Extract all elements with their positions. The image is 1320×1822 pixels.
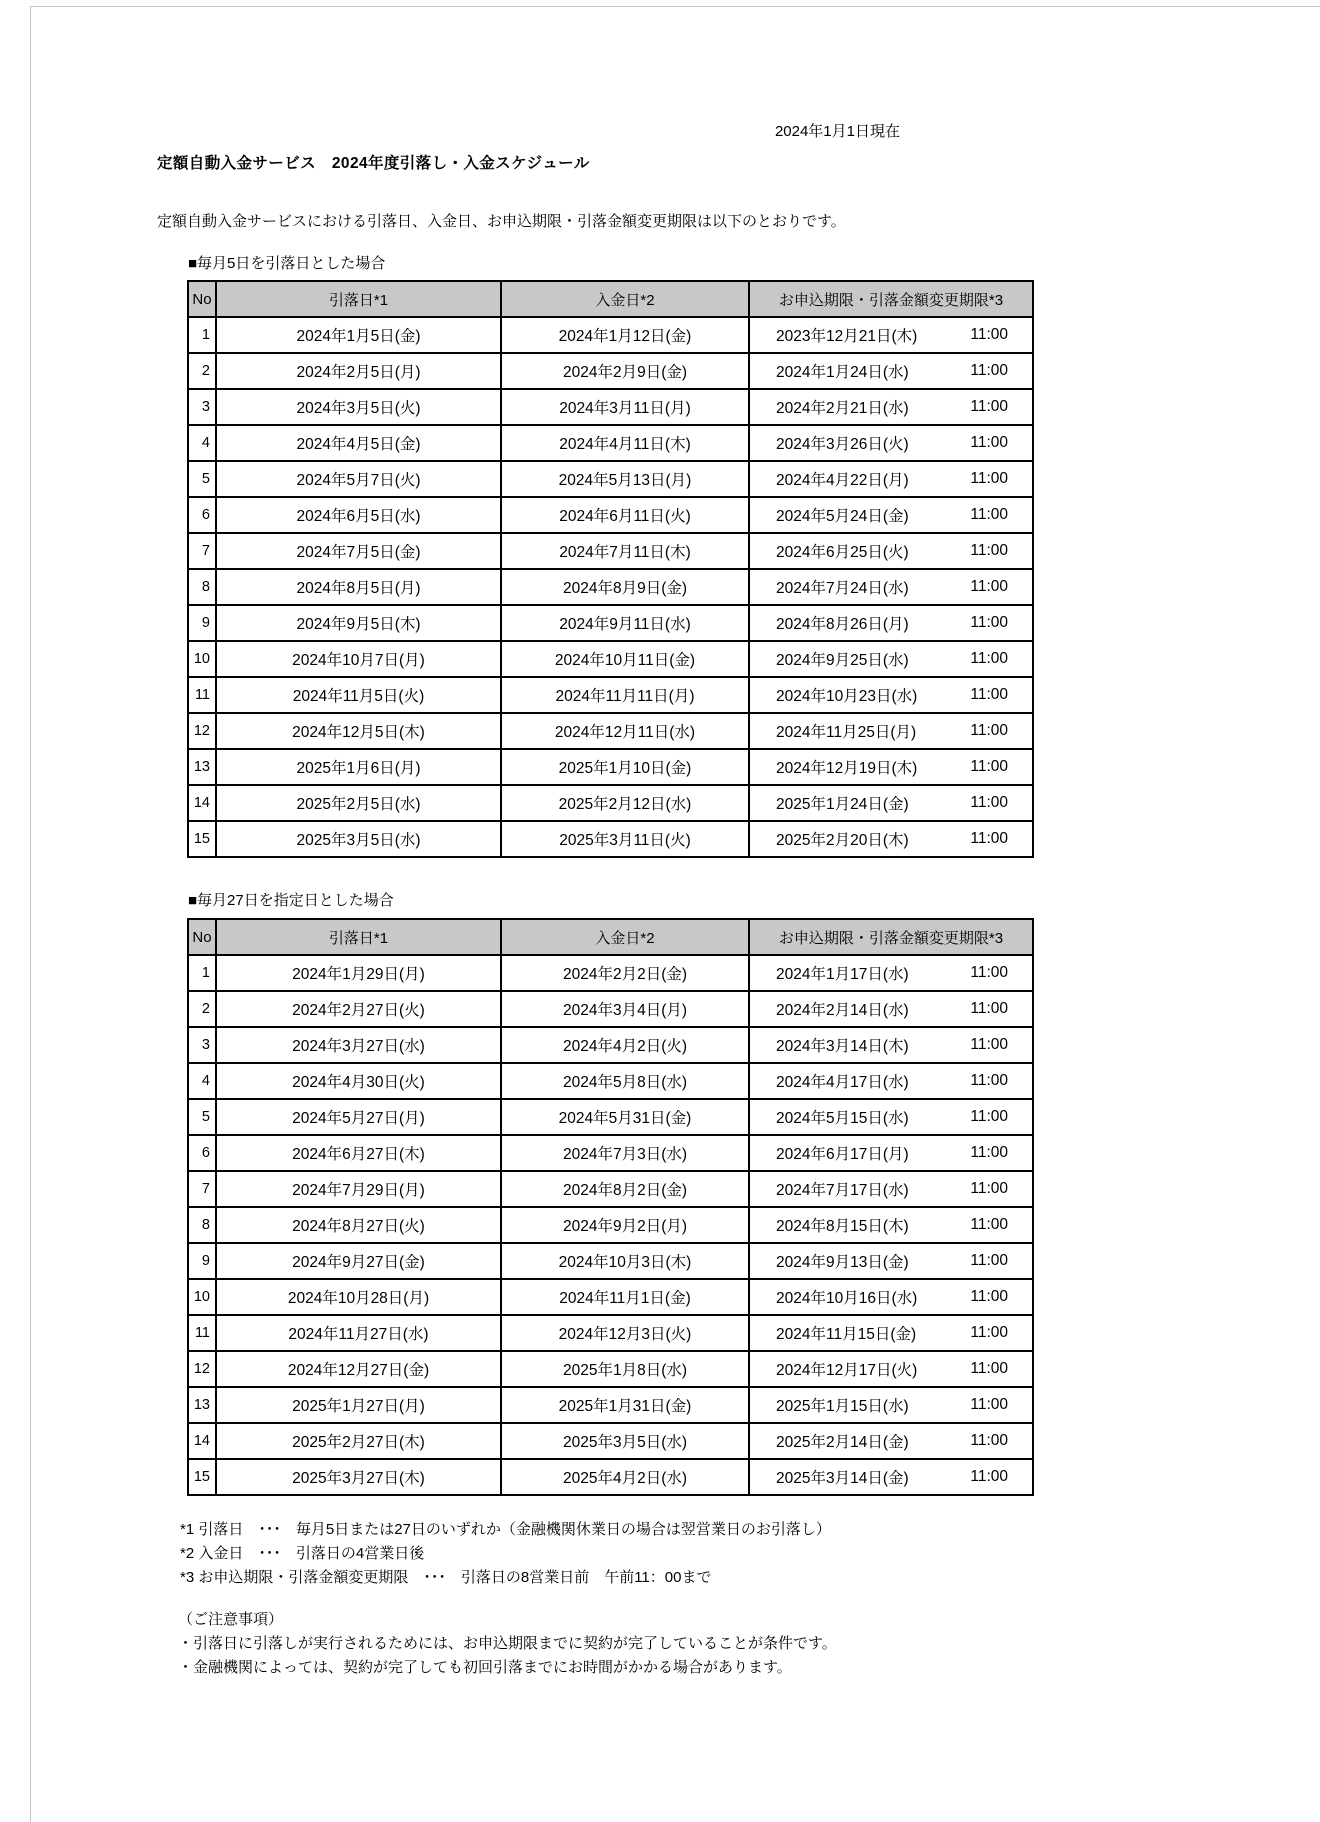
deadline-date: 2024年2月21日(水) — [776, 400, 909, 417]
deadline-date: 2024年6月25日(火) — [776, 544, 909, 561]
row-number: 2 — [188, 991, 216, 1027]
deadline-date: 2024年11月25日(月) — [776, 724, 917, 741]
deadline-cell — [749, 955, 1033, 991]
notes-block — [178, 1608, 837, 1680]
deadline-time: 11:00 — [970, 1036, 1008, 1053]
deposit-date-cell: 2025年2月12日(水) — [501, 785, 749, 821]
schedule-table-day27 — [187, 918, 1034, 1496]
table-row — [188, 353, 1033, 389]
deposit-date-cell: 2025年1月8日(水) — [501, 1351, 749, 1387]
deposit-date-cell: 2024年6月11日(火) — [501, 497, 749, 533]
col-header-debit-date: 引落日*1 — [216, 281, 501, 317]
row-number: 12 — [188, 713, 216, 749]
row-number: 2 — [188, 353, 216, 389]
row-number: 12 — [188, 1351, 216, 1387]
deadline-cell — [749, 389, 1033, 425]
deadline-date: 2025年1月24日(金) — [776, 796, 909, 813]
deadline-cell — [749, 533, 1033, 569]
deposit-date-cell: 2024年12月11日(水) — [501, 713, 749, 749]
row-number: 5 — [188, 461, 216, 497]
deadline-date: 2024年10月23日(水) — [776, 688, 918, 705]
table-row — [188, 605, 1033, 641]
deadline-cell — [749, 821, 1033, 857]
table-row — [188, 677, 1033, 713]
deadline-time: 11:00 — [970, 722, 1008, 739]
deadline-date: 2024年4月22日(月) — [776, 472, 909, 489]
deadline-time: 11:00 — [970, 434, 1008, 451]
deadline-time: 11:00 — [970, 1396, 1008, 1413]
deposit-date-cell: 2024年5月13日(月) — [501, 461, 749, 497]
deposit-date-cell: 2024年5月8日(水) — [501, 1063, 749, 1099]
deadline-cell — [749, 1243, 1033, 1279]
deposit-date-cell: 2024年1月12日(金) — [501, 317, 749, 353]
deadline-time: 11:00 — [970, 1180, 1008, 1197]
debit-date-cell: 2024年3月5日(火) — [216, 389, 501, 425]
table-row — [188, 1063, 1033, 1099]
deadline-date: 2024年7月24日(水) — [776, 580, 909, 597]
deadline-cell — [749, 749, 1033, 785]
row-number: 15 — [188, 821, 216, 857]
deadline-cell — [749, 1171, 1033, 1207]
deposit-date-cell: 2024年12月3日(火) — [501, 1315, 749, 1351]
deadline-time: 11:00 — [970, 1468, 1008, 1485]
deadline-cell — [749, 1027, 1033, 1063]
debit-date-cell: 2024年11月27日(水) — [216, 1315, 501, 1351]
footnotes-block — [180, 1518, 831, 1590]
deposit-date-cell: 2024年2月2日(金) — [501, 955, 749, 991]
table-row — [188, 1027, 1033, 1063]
footnote-2: *2 入金日 ･･･ 引落日の4営業日後 — [180, 1545, 425, 1562]
deadline-cell — [749, 785, 1033, 821]
note-2: ・金融機関によっては、契約が完了しても初回引落までにお時間がかかる場合があります。 — [178, 1659, 792, 1676]
table-row — [188, 533, 1033, 569]
deposit-date-cell: 2024年5月31日(金) — [501, 1099, 749, 1135]
debit-date-cell: 2024年8月5日(月) — [216, 569, 501, 605]
row-number: 11 — [188, 1315, 216, 1351]
deposit-date-cell: 2024年9月11日(水) — [501, 605, 749, 641]
debit-date-cell: 2024年6月27日(木) — [216, 1135, 501, 1171]
debit-date-cell: 2024年1月5日(金) — [216, 317, 501, 353]
row-number: 7 — [188, 1171, 216, 1207]
row-number: 7 — [188, 533, 216, 569]
deposit-date-cell: 2025年3月5日(水) — [501, 1423, 749, 1459]
deadline-date: 2024年1月24日(水) — [776, 364, 909, 381]
table-row — [188, 749, 1033, 785]
header-row — [188, 919, 1033, 955]
row-number: 5 — [188, 1099, 216, 1135]
row-number: 8 — [188, 1207, 216, 1243]
deadline-date: 2024年8月26日(月) — [776, 616, 909, 633]
table-row — [188, 569, 1033, 605]
deadline-time: 11:00 — [970, 1072, 1008, 1089]
debit-date-cell: 2024年7月5日(金) — [216, 533, 501, 569]
deadline-cell — [749, 641, 1033, 677]
deposit-date-cell: 2024年10月11日(金) — [501, 641, 749, 677]
col-header-debit-date: 引落日*1 — [216, 919, 501, 955]
row-number: 1 — [188, 317, 216, 353]
row-number: 14 — [188, 785, 216, 821]
row-number: 13 — [188, 749, 216, 785]
row-number: 4 — [188, 1063, 216, 1099]
debit-date-cell: 2024年4月30日(火) — [216, 1063, 501, 1099]
footnote-3: *3 お申込期限・引落金額変更期限 ･･･ 引落日の8営業日前 午前11：00まで — [180, 1569, 712, 1586]
deadline-time: 11:00 — [970, 470, 1008, 487]
deadline-cell — [749, 569, 1033, 605]
deadline-date: 2023年12月21日(木) — [776, 328, 918, 345]
deposit-date-cell: 2025年4月2日(水) — [501, 1459, 749, 1495]
row-number: 3 — [188, 389, 216, 425]
deadline-cell — [749, 1351, 1033, 1387]
deadline-cell — [749, 1459, 1033, 1495]
deadline-date: 2024年5月24日(金) — [776, 508, 909, 525]
debit-date-cell: 2024年5月27日(月) — [216, 1099, 501, 1135]
debit-date-cell: 2024年10月7日(月) — [216, 641, 501, 677]
section-heading-day27: ■毎月27日を指定日とした場合 — [188, 892, 394, 909]
table-row — [188, 1279, 1033, 1315]
deadline-date: 2024年3月26日(火) — [776, 436, 909, 453]
deadline-date: 2024年11月15日(金) — [776, 1326, 917, 1343]
deposit-date-cell: 2025年1月31日(金) — [501, 1387, 749, 1423]
deadline-date: 2024年9月13日(金) — [776, 1254, 909, 1271]
deadline-date: 2024年5月15日(水) — [776, 1110, 909, 1127]
deadline-time: 11:00 — [970, 1360, 1008, 1377]
deadline-cell — [749, 991, 1033, 1027]
deadline-time: 11:00 — [970, 650, 1008, 667]
debit-date-cell: 2024年4月5日(金) — [216, 425, 501, 461]
table-row — [188, 1207, 1033, 1243]
deadline-date: 2024年6月17日(月) — [776, 1146, 909, 1163]
deadline-time: 11:00 — [970, 1000, 1008, 1017]
deposit-date-cell: 2024年9月2日(月) — [501, 1207, 749, 1243]
table-row — [188, 389, 1033, 425]
row-number: 8 — [188, 569, 216, 605]
deadline-time: 11:00 — [970, 964, 1008, 981]
section-heading-day5: ■毎月5日を引落日とした場合 — [188, 255, 386, 272]
table-row — [188, 461, 1033, 497]
table-row — [188, 991, 1033, 1027]
table-row — [188, 821, 1033, 857]
debit-date-cell: 2024年9月5日(木) — [216, 605, 501, 641]
deadline-date: 2024年8月15日(木) — [776, 1218, 909, 1235]
deposit-date-cell: 2024年7月3日(水) — [501, 1135, 749, 1171]
table-row — [188, 1387, 1033, 1423]
debit-date-cell: 2025年2月27日(木) — [216, 1423, 501, 1459]
table-row — [188, 1099, 1033, 1135]
debit-date-cell: 2024年2月27日(火) — [216, 991, 501, 1027]
deadline-cell — [749, 1387, 1033, 1423]
deposit-date-cell: 2024年7月11日(木) — [501, 533, 749, 569]
table-row — [188, 1135, 1033, 1171]
debit-date-cell: 2024年7月29日(月) — [216, 1171, 501, 1207]
col-header-deadline: お申込期限・引落金額変更期限*3 — [749, 919, 1033, 955]
debit-date-cell: 2024年10月28日(月) — [216, 1279, 501, 1315]
deadline-date: 2024年1月17日(水) — [776, 966, 909, 983]
row-number: 4 — [188, 425, 216, 461]
deadline-cell — [749, 1423, 1033, 1459]
table-row — [188, 1459, 1033, 1495]
debit-date-cell: 2025年2月5日(水) — [216, 785, 501, 821]
deposit-date-cell: 2024年10月3日(木) — [501, 1243, 749, 1279]
row-number: 13 — [188, 1387, 216, 1423]
deposit-date-cell: 2024年11月11日(月) — [501, 677, 749, 713]
row-number: 15 — [188, 1459, 216, 1495]
table-row — [188, 713, 1033, 749]
deadline-date: 2025年1月15日(水) — [776, 1398, 909, 1415]
deadline-time: 11:00 — [970, 758, 1008, 775]
deadline-cell — [749, 605, 1033, 641]
page-title: 定額自動入金サービス 2024年度引落し・入金スケジュール — [157, 155, 590, 172]
debit-date-cell: 2024年12月5日(木) — [216, 713, 501, 749]
deadline-time: 11:00 — [970, 830, 1008, 847]
deadline-date: 2024年7月17日(水) — [776, 1182, 909, 1199]
row-number: 14 — [188, 1423, 216, 1459]
deadline-time: 11:00 — [970, 1432, 1008, 1449]
deadline-time: 11:00 — [970, 1216, 1008, 1233]
deadline-time: 11:00 — [970, 362, 1008, 379]
debit-date-cell: 2024年9月27日(金) — [216, 1243, 501, 1279]
row-number: 11 — [188, 677, 216, 713]
deadline-time: 11:00 — [970, 686, 1008, 703]
deadline-cell — [749, 317, 1033, 353]
table-row — [188, 1315, 1033, 1351]
deposit-date-cell: 2025年1月10日(金) — [501, 749, 749, 785]
debit-date-cell: 2025年3月5日(水) — [216, 821, 501, 857]
deadline-cell — [749, 425, 1033, 461]
row-number: 6 — [188, 497, 216, 533]
table-row — [188, 955, 1033, 991]
deadline-cell — [749, 1099, 1033, 1135]
col-header-no: No — [188, 281, 216, 317]
deadline-cell — [749, 1279, 1033, 1315]
table-row — [188, 1243, 1033, 1279]
notes-title: （ご注意事項） — [178, 1611, 284, 1628]
debit-date-cell: 2024年6月5日(水) — [216, 497, 501, 533]
row-number: 9 — [188, 605, 216, 641]
debit-date-cell: 2024年2月5日(月) — [216, 353, 501, 389]
deadline-date: 2025年2月20日(木) — [776, 832, 909, 849]
deadline-cell — [749, 1063, 1033, 1099]
deadline-time: 11:00 — [970, 1108, 1008, 1125]
debit-date-cell: 2025年1月6日(月) — [216, 749, 501, 785]
deadline-date: 2024年3月14日(木) — [776, 1038, 909, 1055]
deposit-date-cell: 2024年8月2日(金) — [501, 1171, 749, 1207]
page-edge-left — [30, 6, 31, 1822]
deposit-date-cell: 2024年3月4日(月) — [501, 991, 749, 1027]
deadline-cell — [749, 1135, 1033, 1171]
deposit-date-cell: 2024年2月9日(金) — [501, 353, 749, 389]
row-number: 9 — [188, 1243, 216, 1279]
deadline-cell — [749, 1207, 1033, 1243]
deadline-time: 11:00 — [970, 398, 1008, 415]
debit-date-cell: 2024年1月29日(月) — [216, 955, 501, 991]
deposit-date-cell: 2024年3月11日(月) — [501, 389, 749, 425]
deposit-date-cell: 2024年8月9日(金) — [501, 569, 749, 605]
deadline-time: 11:00 — [970, 542, 1008, 559]
col-header-deposit-date: 入金日*2 — [501, 919, 749, 955]
deposit-date-cell: 2024年4月2日(火) — [501, 1027, 749, 1063]
deadline-cell — [749, 461, 1033, 497]
deadline-time: 11:00 — [970, 578, 1008, 595]
row-number: 1 — [188, 955, 216, 991]
row-number: 3 — [188, 1027, 216, 1063]
deadline-date: 2024年10月16日(水) — [776, 1290, 918, 1307]
debit-date-cell: 2024年5月7日(火) — [216, 461, 501, 497]
col-header-no: No — [188, 919, 216, 955]
deadline-date: 2024年2月14日(水) — [776, 1002, 909, 1019]
deadline-date: 2025年2月14日(金) — [776, 1434, 909, 1451]
deadline-cell — [749, 1315, 1033, 1351]
deadline-time: 11:00 — [970, 326, 1008, 343]
footnote-1: *1 引落日 ･･･ 毎月5日または27日のいずれか（金融機関休業日の場合は翌営業日のお引落し） — [180, 1521, 831, 1538]
deadline-date: 2024年4月17日(水) — [776, 1074, 909, 1091]
deadline-cell — [749, 713, 1033, 749]
deadline-date: 2024年9月25日(水) — [776, 652, 909, 669]
deposit-date-cell: 2025年3月11日(火) — [501, 821, 749, 857]
note-1: ・引落日に引落しが実行されるためには、お申込期限までに契約が完了していることが条件です。 — [178, 1635, 837, 1652]
deadline-cell — [749, 497, 1033, 533]
header-row — [188, 281, 1033, 317]
debit-date-cell: 2024年3月27日(水) — [216, 1027, 501, 1063]
deadline-time: 11:00 — [970, 614, 1008, 631]
row-number: 10 — [188, 1279, 216, 1315]
deposit-date-cell: 2024年4月11日(木) — [501, 425, 749, 461]
deadline-date: 2024年12月19日(木) — [776, 760, 918, 777]
table-row — [188, 785, 1033, 821]
debit-date-cell: 2024年11月5日(火) — [216, 677, 501, 713]
schedule-table-day5 — [187, 280, 1034, 858]
debit-date-cell: 2024年12月27日(金) — [216, 1351, 501, 1387]
deadline-time: 11:00 — [970, 1288, 1008, 1305]
table-row — [188, 497, 1033, 533]
deadline-date: 2024年12月17日(火) — [776, 1362, 918, 1379]
table-row — [188, 317, 1033, 353]
row-number: 6 — [188, 1135, 216, 1171]
debit-date-cell: 2025年3月27日(木) — [216, 1459, 501, 1495]
col-header-deadline: お申込期限・引落金額変更期限*3 — [749, 281, 1033, 317]
table-row — [188, 641, 1033, 677]
row-number: 10 — [188, 641, 216, 677]
deadline-time: 11:00 — [970, 1144, 1008, 1161]
table-row — [188, 1351, 1033, 1387]
deadline-time: 11:00 — [970, 506, 1008, 523]
deposit-date-cell: 2024年11月1日(金) — [501, 1279, 749, 1315]
debit-date-cell: 2024年8月27日(火) — [216, 1207, 501, 1243]
table-row — [188, 425, 1033, 461]
deadline-time: 11:00 — [970, 1252, 1008, 1269]
deadline-cell — [749, 353, 1033, 389]
page-edge-top — [30, 6, 1320, 7]
table-row — [188, 1171, 1033, 1207]
debit-date-cell: 2025年1月27日(月) — [216, 1387, 501, 1423]
deadline-time: 11:00 — [970, 1324, 1008, 1341]
deadline-cell — [749, 677, 1033, 713]
intro-text: 定額自動入金サービスにおける引落日、入金日、お申込期限・引落金額変更期限は以下のとおりです。 — [157, 213, 846, 230]
col-header-deposit-date: 入金日*2 — [501, 281, 749, 317]
deadline-time: 11:00 — [970, 794, 1008, 811]
as-of-date: 2024年1月1日現在 — [774, 123, 900, 140]
deadline-date: 2025年3月14日(金) — [776, 1470, 909, 1487]
table-row — [188, 1423, 1033, 1459]
